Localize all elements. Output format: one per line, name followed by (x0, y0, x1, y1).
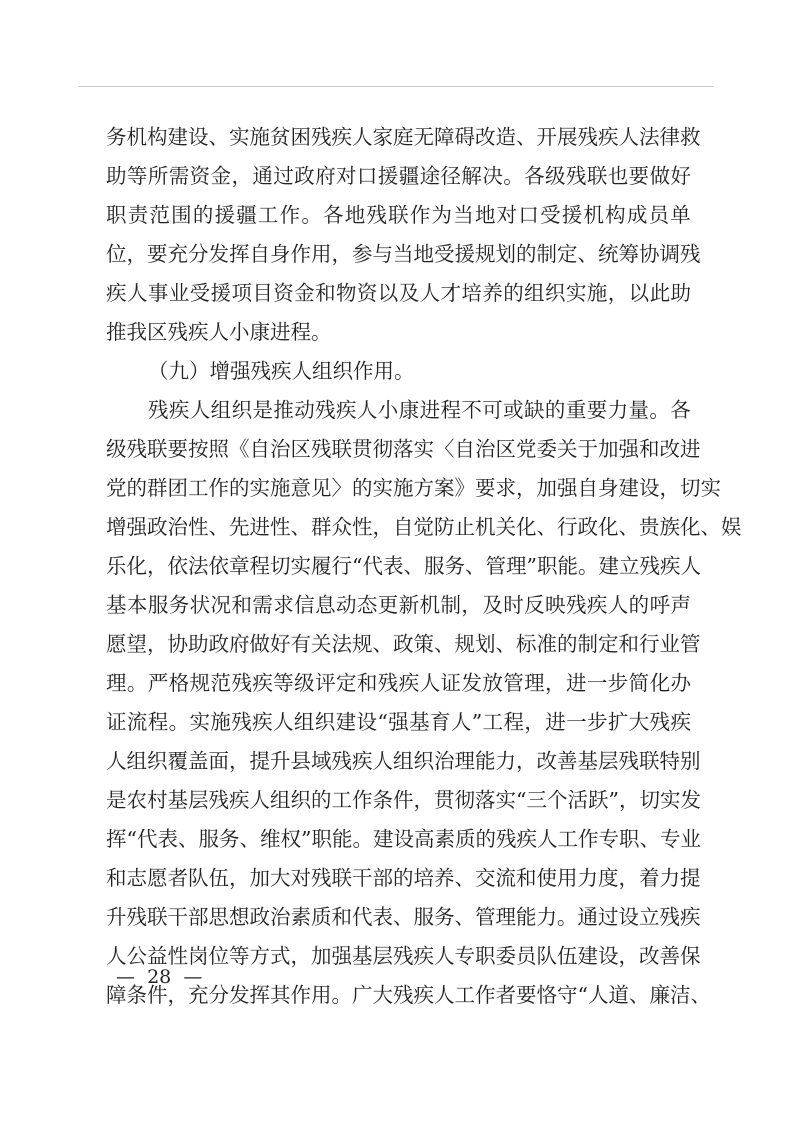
line-text: 是 农 村 基 层 残 疾 人 组 织 的 工 作 条 件 ， 贯 彻 落 实 “ 三 个 活 跃 ” ， 切 实 发 (106, 788, 701, 812)
line-text: 增 强 政 治 性 、 先 进 性 、 群 众 性 ， 自 觉 防 止 机 关 化 、 行 政 化 、 贵 族 化 、 娱 (106, 515, 742, 539)
text-line (106, 235, 701, 274)
text-line (106, 391, 691, 430)
text-line (106, 118, 701, 157)
line-text: 位 ， 要 充 分 发 挥 自 身 作 用 ， 参 与 当 地 受 援 规 划 的 制 定 、 统 筹 协 调 残 (106, 242, 701, 266)
section-heading-text: （九）增强残疾人组织作用。 (148, 359, 415, 383)
line-text: 党 的 群 团 工 作 的 实 施 意 见 〉 的 实 施 方 案 》 要 求 ， 加 强 自 身 建 设 ， 切 实 (106, 476, 721, 500)
line-text: 助 等 所 需 资 金 ， 通 过 政 府 对 口 援 疆 途 径 解 决 。 各 级 残 联 也 要 做 好 (106, 164, 691, 188)
text-line (106, 547, 701, 586)
page-number: — 28 — (116, 966, 203, 988)
line-text: 和 志 愿 者 队 伍 ， 加 大 对 残 联 干 部 的 培 养 、 交 流 和 使 用 力 度 ， 着 力 提 (106, 866, 701, 890)
text-line (106, 898, 701, 937)
line-text: 障 条 件 ， 充 分 发 挥 其 作 用 。 广 大 残 疾 人 工 作 者 要 恪 守 “ 人 道 、 廉 洁 、 (106, 983, 711, 1007)
line-text: 级 残 联 要 按 照 《 自 治 区 残 联 贯 彻 落 实 〈 自 治 区 党 委 关 于 加 强 和 改 进 (106, 437, 701, 461)
document-body (106, 118, 742, 1015)
text-line (106, 664, 691, 703)
text-line (106, 469, 721, 508)
text-line (106, 781, 701, 820)
header-rule (78, 86, 714, 87)
text-line (106, 859, 701, 898)
line-text: 人 公 益 性 岗 位 等 方 式 ， 加 强 基 层 残 疾 人 专 职 委 员 队 伍 建 设 ， 改 善 保 (106, 944, 701, 968)
section-heading (106, 352, 691, 391)
line-text: 理 。 严 格 规 范 残 疾 等 级 评 定 和 残 疾 人 证 发 放 管 理 ， 进 一 步 简 化 办 (106, 671, 691, 695)
text-line (106, 820, 701, 859)
text-line (106, 586, 691, 625)
text-line (106, 625, 701, 664)
line-text: 疾 人 事 业 受 援 项 目 资 金 和 物 资 以 及 人 才 培 养 的 组 织 实 施 ， 以 此 助 (106, 281, 691, 305)
text-line (106, 313, 691, 352)
text-line (106, 703, 691, 742)
line-text: 推我区残疾人小康进程。 (106, 320, 332, 344)
text-line (106, 430, 701, 469)
text-line (106, 274, 691, 313)
text-line (106, 157, 691, 196)
line-text: 升 残 联 干 部 思 想 政 治 素 质 和 代 表 、 服 务 、 管 理 能 力 。 通 过 设 立 残 疾 (106, 905, 701, 929)
text-line (106, 508, 742, 547)
line-text: 愿 望 ， 协 助 政 府 做 好 有 关 法 规 、 政 策 、 规 划 、 标 准 的 制 定 和 行 业 管 (106, 632, 701, 656)
line-text: 职 责 范 围 的 援 疆 工 作 。 各 地 残 联 作 为 当 地 对 口 受 援 机 构 成 员 单 (106, 203, 691, 227)
line-text: 乐 化 ， 依 法 依 章 程 切 实 履 行 “ 代 表 、 服 务 、 管 理 ” 职 能 。 建 立 残 疾 人 (106, 554, 701, 578)
line-text: 挥 “ 代 表 、 服 务 、 维 权 ” 职 能 。 建 设 高 素 质 的 残 疾 人 工 作 专 职 、 专 业 (106, 827, 701, 851)
line-text: 基 本 服 务 状 况 和 需 求 信 息 动 态 更 新 机 制 ， 及 时 反 映 残 疾 人 的 呼 声 (106, 593, 691, 617)
line-text: 务 机 构 建 设 、 实 施 贫 困 残 疾 人 家 庭 无 障 碍 改 造 、 开 展 残 疾 人 法 律 救 (106, 125, 701, 149)
text-line (106, 196, 691, 235)
line-text: 人 组 织 覆 盖 面 ， 提 升 县 域 残 疾 人 组 织 治 理 能 力 ， 改 善 基 层 残 联 特 别 (106, 749, 701, 773)
text-line (106, 742, 701, 781)
line-text: 证 流 程 。 实 施 残 疾 人 组 织 建 设 “ 强 基 育 人 ” 工 程 ， 进 一 步 扩 大 残 疾 (106, 710, 691, 734)
line-text: 残 疾 人 组 织 是 推 动 残 疾 人 小 康 进 程 不 可 或 缺 的 重 要 力 量 。 各 (148, 398, 691, 422)
